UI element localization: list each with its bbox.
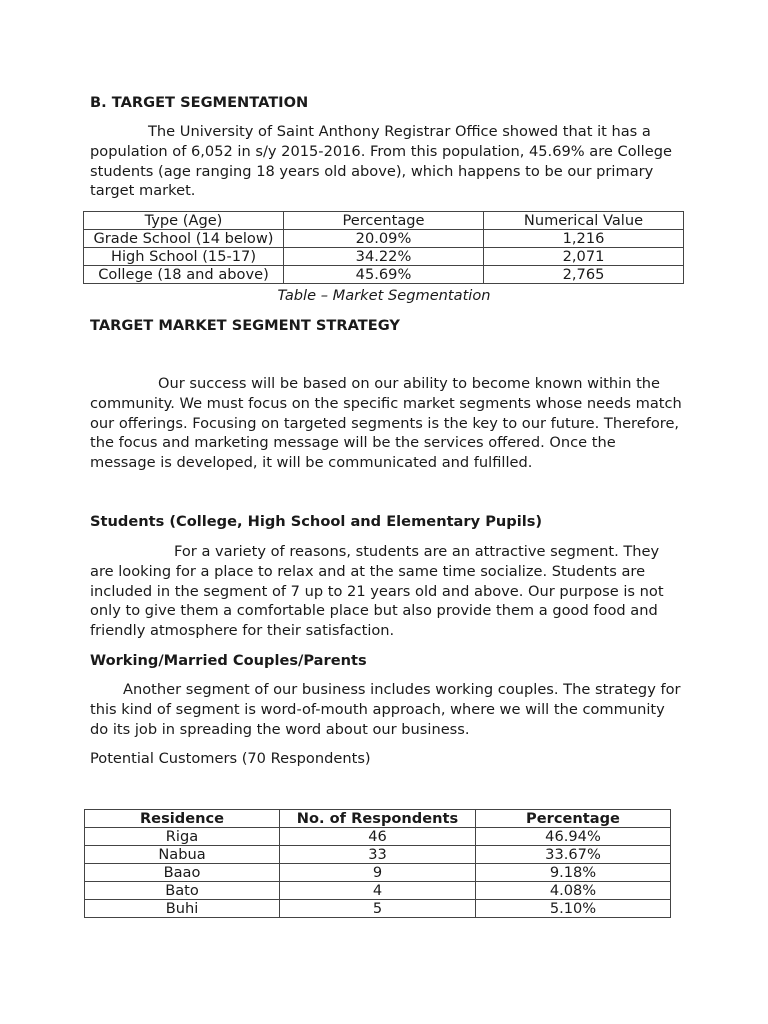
table-cell: 33.67% — [476, 846, 671, 864]
table-cell: 33 — [280, 846, 476, 864]
table-header-row — [85, 810, 671, 828]
table-header-cell: Residence — [85, 810, 280, 828]
table-cell: 5.10% — [476, 900, 671, 918]
table-cell: High School (15-17) — [84, 248, 284, 266]
table-header-cell: No. of Respondents — [280, 810, 476, 828]
table-row — [84, 230, 684, 248]
table-cell: 9 — [280, 864, 476, 882]
strategy-heading: TARGET MARKET SEGMENT STRATEGY — [90, 317, 400, 334]
table-cell: College (18 and above) — [84, 266, 284, 284]
table-header-row — [84, 212, 684, 230]
table-row — [85, 828, 671, 846]
table-row — [85, 864, 671, 882]
table-cell: 4.08% — [476, 882, 671, 900]
table-row — [84, 248, 684, 266]
table-cell: 9.18% — [476, 864, 671, 882]
table-cell: 5 — [280, 900, 476, 918]
table-cell: 2,765 — [484, 266, 684, 284]
table-cell: Baao — [85, 864, 280, 882]
table-row — [85, 900, 671, 918]
table-cell: 1,216 — [484, 230, 684, 248]
segmentation-table — [83, 211, 684, 284]
table-row — [84, 266, 684, 284]
table-cell: 2,071 — [484, 248, 684, 266]
table-cell: Buhi — [85, 900, 280, 918]
table-cell: Bato — [85, 882, 280, 900]
table-header-cell: Percentage — [284, 212, 484, 230]
table-header-cell: Percentage — [476, 810, 671, 828]
table-caption: Table – Market Segmentation — [277, 287, 491, 304]
strategy-paragraph: Our success will be based on our ability to become known within the community. We must focus on the specific market segments whose needs match our offerings. Focusing on targeted segments is the key to our future. Therefore, the focus and marketing message will be the services offered. Once the message is developed, it will be communicated and fulfilled. — [90, 375, 682, 472]
couples-paragraph: Another segment of our business includes working couples. The strategy for this kind of segment is word-of-mouth approach, where we will the community do its job in spreading the word about our business. — [90, 681, 681, 738]
table-header-cell: Numerical Value — [484, 212, 684, 230]
table-cell: 46.94% — [476, 828, 671, 846]
table-cell: Grade School (14 below) — [84, 230, 284, 248]
table-cell: 46 — [280, 828, 476, 846]
table-cell: Nabua — [85, 846, 280, 864]
potential-customers-label: Potential Customers (70 Respondents) — [90, 750, 371, 767]
section-b-heading: B. TARGET SEGMENTATION — [90, 94, 309, 111]
table-cell: 4 — [280, 882, 476, 900]
table-cell: 20.09% — [284, 230, 484, 248]
table-row — [85, 882, 671, 900]
section-b-paragraph: The University of Saint Anthony Registrar Office showed that it has a population of 6,052 in s/y 2015-2016. From this population, 45.69% are College students (age ranging 18 years old above), which happens to be our primary target market. — [90, 123, 672, 200]
table-cell: 34.22% — [284, 248, 484, 266]
table-row — [85, 846, 671, 864]
couples-heading: Working/Married Couples/Parents — [90, 652, 367, 669]
students-paragraph: For a variety of reasons, students are an attractive segment. They are looking for a place to relax and at the same time socialize. Students are included in the segment of 7 up to 21 years old and above. Our purpose is not only to give them a comfortable place but also provide them a good food and friendly atmosphere for their satisfaction. — [90, 543, 664, 640]
students-heading: Students (College, High School and Elementary Pupils) — [90, 513, 543, 530]
table-header-cell: Type (Age) — [84, 212, 284, 230]
table-cell: Riga — [85, 828, 280, 846]
table-cell: 45.69% — [284, 266, 484, 284]
residence-table — [84, 809, 671, 918]
